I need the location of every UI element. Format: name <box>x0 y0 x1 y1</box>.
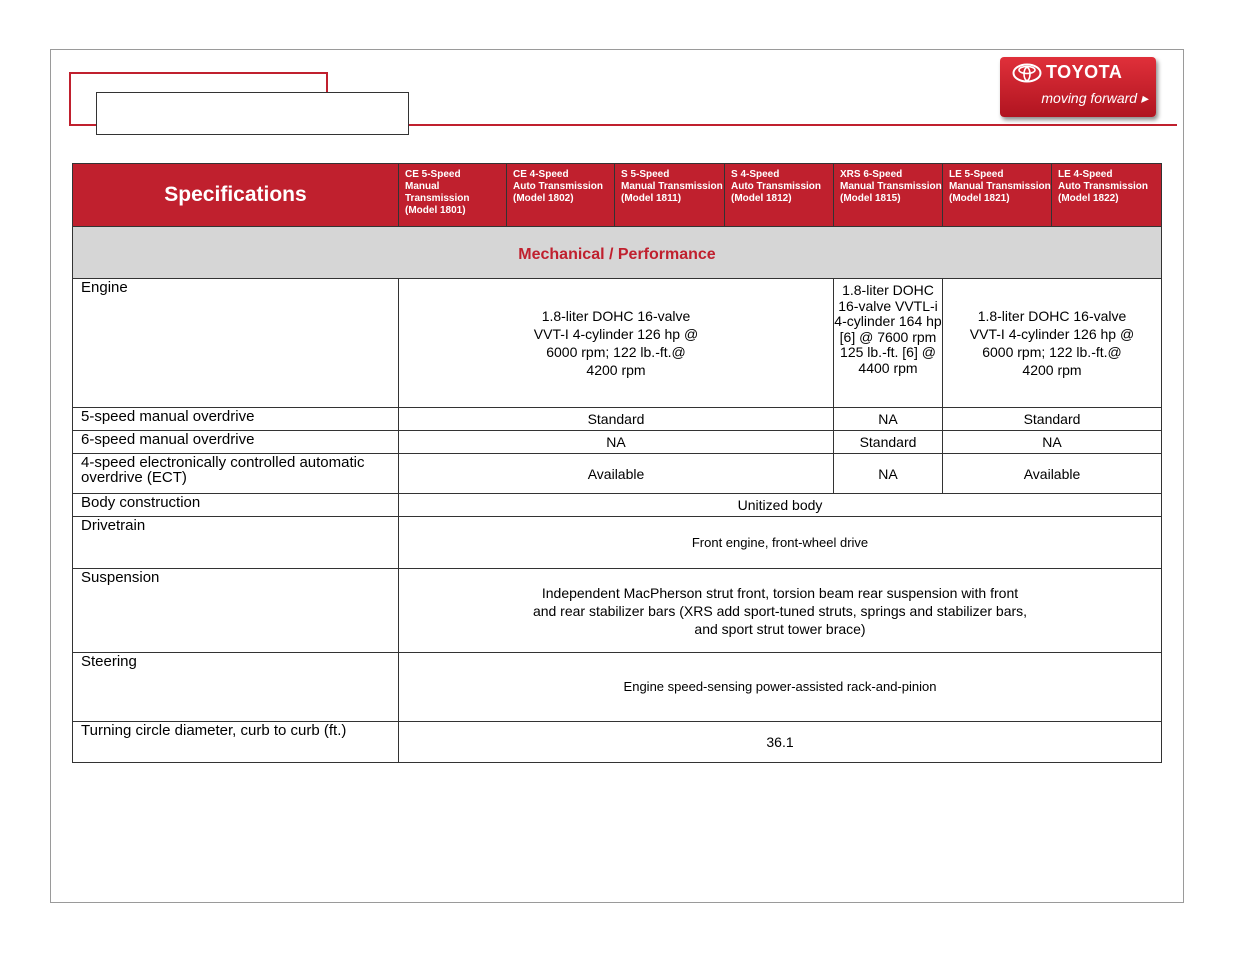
logo-brand <box>1012 62 1122 83</box>
section-row <box>73 227 1162 279</box>
column-header-line: S 5-Speed <box>621 169 670 180</box>
table-row-turning <box>73 722 1162 763</box>
table-cell: 36.1 <box>399 722 1162 763</box>
column-header <box>615 164 725 227</box>
toyota-emblem-icon <box>1012 63 1042 83</box>
table-cell: Standard <box>834 431 943 454</box>
row-label: Steering <box>73 653 399 722</box>
table-cell <box>399 569 1162 653</box>
table-cell: NA <box>943 431 1162 454</box>
column-header-line: Manual Transmission <box>840 181 942 192</box>
column-header-line: Auto Transmission <box>1058 181 1149 192</box>
row-label: Suspension <box>73 569 399 653</box>
row-label: Drivetrain <box>73 517 399 569</box>
table-row-steering <box>73 653 1162 722</box>
table-row-5speed <box>73 408 1162 431</box>
engine-base-text: 1.8-liter DOHC 16-valve VVT-I 4-cylinder 126 hp @ 6000 rpm; 122 lb.-ft.@ 4200 rpm <box>533 308 699 378</box>
row-label: Body construction <box>73 494 399 517</box>
column-header <box>399 164 507 227</box>
table-cell: NA <box>834 408 943 431</box>
column-header-line: (Model 1811) <box>621 193 682 204</box>
table-cell: 1.8-liter DOHC 16-valve VVTL-i 4-cylinder 164 hp [6] @ 7600 rpm 125 lb.-ft. [6] @ 4400 rpm <box>834 279 943 408</box>
table-cell: Unitized body <box>399 494 1162 517</box>
column-header-line: (Model 1812) <box>731 193 792 204</box>
column-header-line: Manual Transmission <box>405 181 470 204</box>
table-cell: Front engine, front-wheel drive <box>399 517 1162 569</box>
column-header-line: XRS 6-Speed <box>840 169 903 180</box>
logo-tagline-text: moving forward <box>1041 90 1138 106</box>
table-cell: NA <box>834 454 943 494</box>
table-cell: Engine speed-sensing power-assisted rack-and-pinion <box>399 653 1162 722</box>
table-row-suspension <box>73 569 1162 653</box>
table-cell: Available <box>943 454 1162 494</box>
table-header-row <box>73 164 1162 227</box>
column-header-line: (Model 1822) <box>1058 193 1119 204</box>
table-row-6speed <box>73 431 1162 454</box>
table-row-ect <box>73 454 1162 494</box>
arrow-right-icon: ▸ <box>1140 90 1148 106</box>
table-cell <box>399 279 834 408</box>
row-label: Engine <box>73 279 399 408</box>
table-cell: NA <box>399 431 834 454</box>
column-header <box>725 164 834 227</box>
column-header-line: Manual Transmission <box>949 181 1051 192</box>
table-cell: Standard <box>399 408 834 431</box>
row-label: 5-speed manual overdrive <box>73 408 399 431</box>
column-header-line: LE 4-Speed <box>1058 169 1113 180</box>
row-label: 6-speed manual overdrive <box>73 431 399 454</box>
column-header-line: Auto Transmission <box>731 181 822 192</box>
column-header <box>943 164 1052 227</box>
table-cell <box>943 279 1162 408</box>
column-header-line: CE 5-Speed <box>405 169 461 180</box>
table-title: Specifications <box>73 164 399 227</box>
column-header-line: (Model 1801) <box>405 205 466 216</box>
table-row-engine <box>73 279 1162 408</box>
suspension-text: Independent MacPherson strut front, torsion beam rear suspension with front and rear stabilizer bars (XRS add sport-tuned struts, springs and stabilizer bars, and sport strut tower brace) <box>532 584 1028 637</box>
column-header-line: (Model 1821) <box>949 193 1010 204</box>
table-cell: Available <box>399 454 834 494</box>
column-header <box>834 164 943 227</box>
column-header-line: (Model 1815) <box>840 193 901 204</box>
table-cell: Standard <box>943 408 1162 431</box>
column-header-line: CE 4-Speed <box>513 169 569 180</box>
logo-brand-text: TOYOTA <box>1046 62 1123 82</box>
row-label: 4-speed electronically controlled automatic overdrive (ECT) <box>73 454 399 494</box>
header-title-box <box>96 92 409 135</box>
logo-tagline <box>1041 90 1148 107</box>
toyota-logo <box>1000 57 1156 117</box>
row-label: Turning circle diameter, curb to curb (ft.) <box>73 722 399 763</box>
specifications-table <box>72 163 1162 763</box>
column-header-line: (Model 1802) <box>513 193 574 204</box>
table-row-body <box>73 494 1162 517</box>
column-header-line: Auto Transmission <box>513 181 604 192</box>
column-header-line: S 4-Speed <box>731 169 780 180</box>
section-heading: Mechanical / Performance <box>73 227 1162 279</box>
engine-le-text: 1.8-liter DOHC 16-valve VVT-I 4-cylinder 126 hp @ 6000 rpm; 122 lb.-ft.@ 4200 rpm <box>969 308 1135 378</box>
column-header <box>1052 164 1162 227</box>
column-header-line: LE 5-Speed <box>949 169 1004 180</box>
table-row-drivetrain <box>73 517 1162 569</box>
column-header <box>507 164 615 227</box>
column-header-line: Manual Transmission <box>621 181 723 192</box>
